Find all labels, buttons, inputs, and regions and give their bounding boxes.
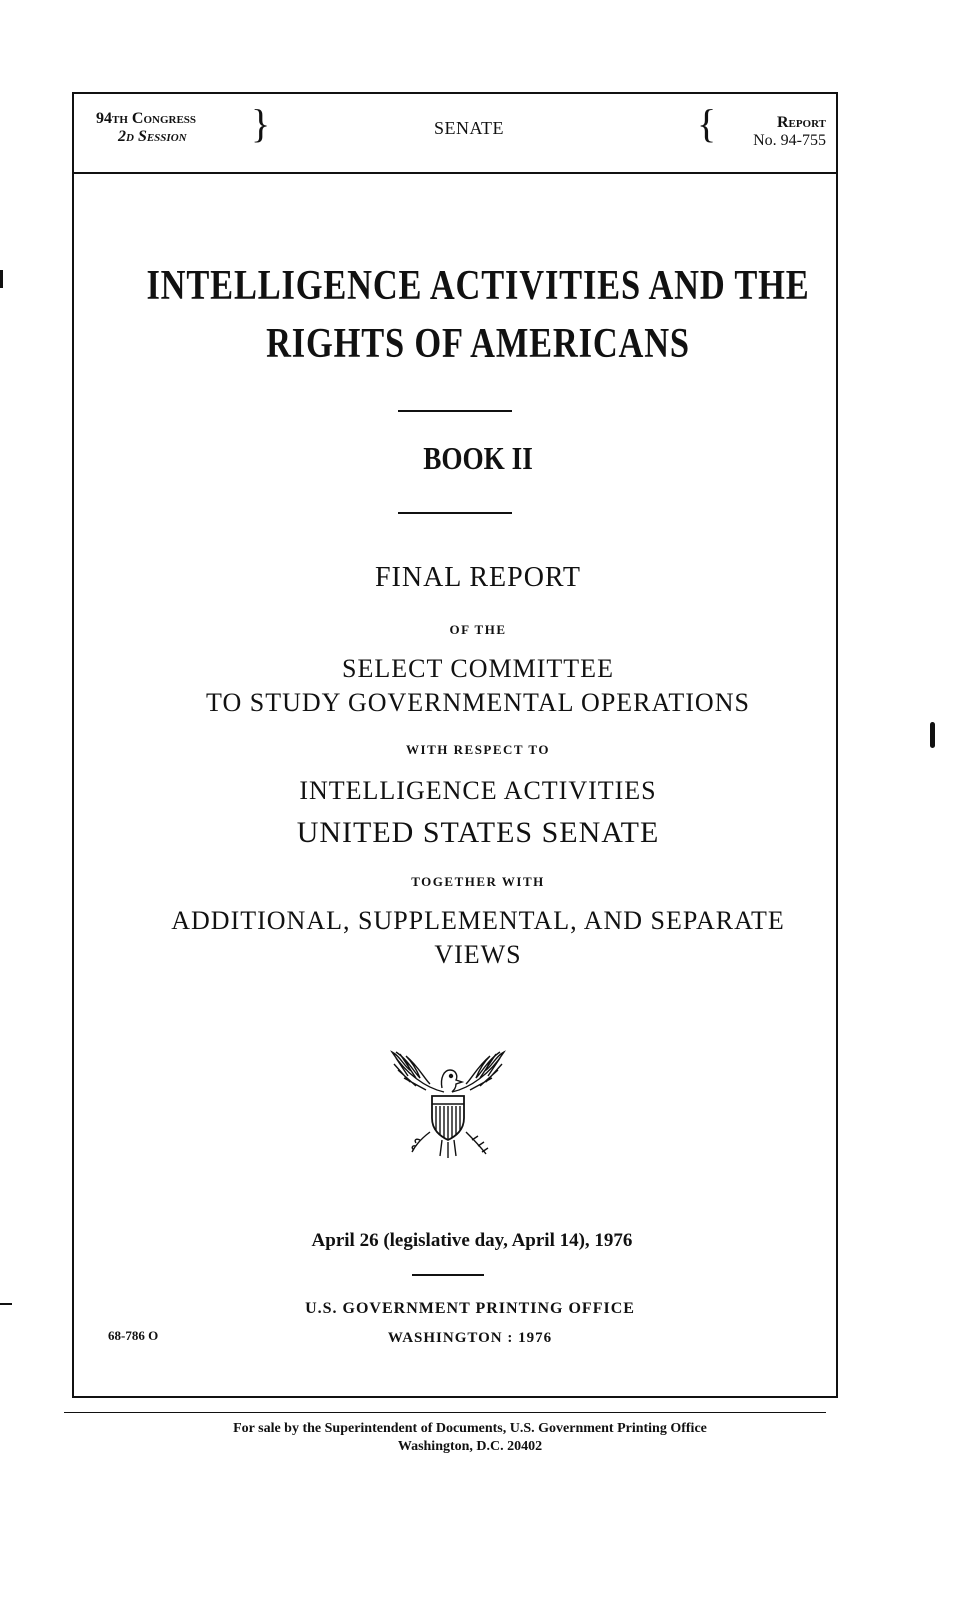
views-line-2: VIEWS [434,940,522,969]
report-number: No. 94-755 [753,132,826,149]
book-number: BOOK II [423,440,533,476]
header-divider [74,172,836,174]
views-line-1: ADDITIONAL, SUPPLEMENTAL, AND SEPARATE [171,906,785,935]
title-divider-bottom [398,512,512,514]
left-brace-icon: { [697,101,717,146]
chamber-label: SENATE [434,118,504,138]
job-number: 68-786 O [108,1328,159,1343]
scan-margin-mark [0,1303,12,1305]
session-label: 2d Session [118,128,187,145]
congress-label: 94th Congress [96,110,197,127]
report-label: Report [776,114,826,131]
congress-session-block [96,110,196,146]
together-with-label: TOGETHER WITH [411,874,545,889]
great-seal-eagle-icon [386,1048,510,1160]
right-brace-icon: } [251,101,271,146]
scan-margin-mark [930,722,935,748]
scan-margin-mark [0,270,3,288]
committee-name-line-2: TO STUDY GOVERNMENTAL OPERATIONS [206,688,750,717]
senate-line: UNITED STATES SENATE [296,816,660,849]
of-the-label: OF THE [449,622,507,637]
main-title-line-1: INTELLIGENCE ACTIVITIES AND THE [146,263,810,309]
subject-line: INTELLIGENCE ACTIVITIES [299,776,657,805]
main-title-line-2: RIGHTS OF AMERICANS [266,321,690,367]
date-divider [412,1274,484,1276]
sale-notice-line-2: Washington, D.C. 20402 [397,1439,543,1454]
sale-notice-line-1: For sale by the Superintendent of Documents, U.S. Government Printing Office [233,1421,707,1436]
with-respect-to-label: WITH RESPECT TO [406,742,550,757]
place-and-year: WASHINGTON : 1976 [387,1330,553,1346]
publication-date: April 26 (legislative day, April 14), 1976 [311,1230,633,1251]
title-divider-top [398,410,512,412]
footer-divider [64,1412,826,1413]
report-number-block [722,114,826,150]
committee-name-line-1: SELECT COMMITTEE [342,654,614,683]
final-report-heading: FINAL REPORT [374,562,582,593]
printing-office: U.S. GOVERNMENT PRINTING OFFICE [305,1300,635,1317]
